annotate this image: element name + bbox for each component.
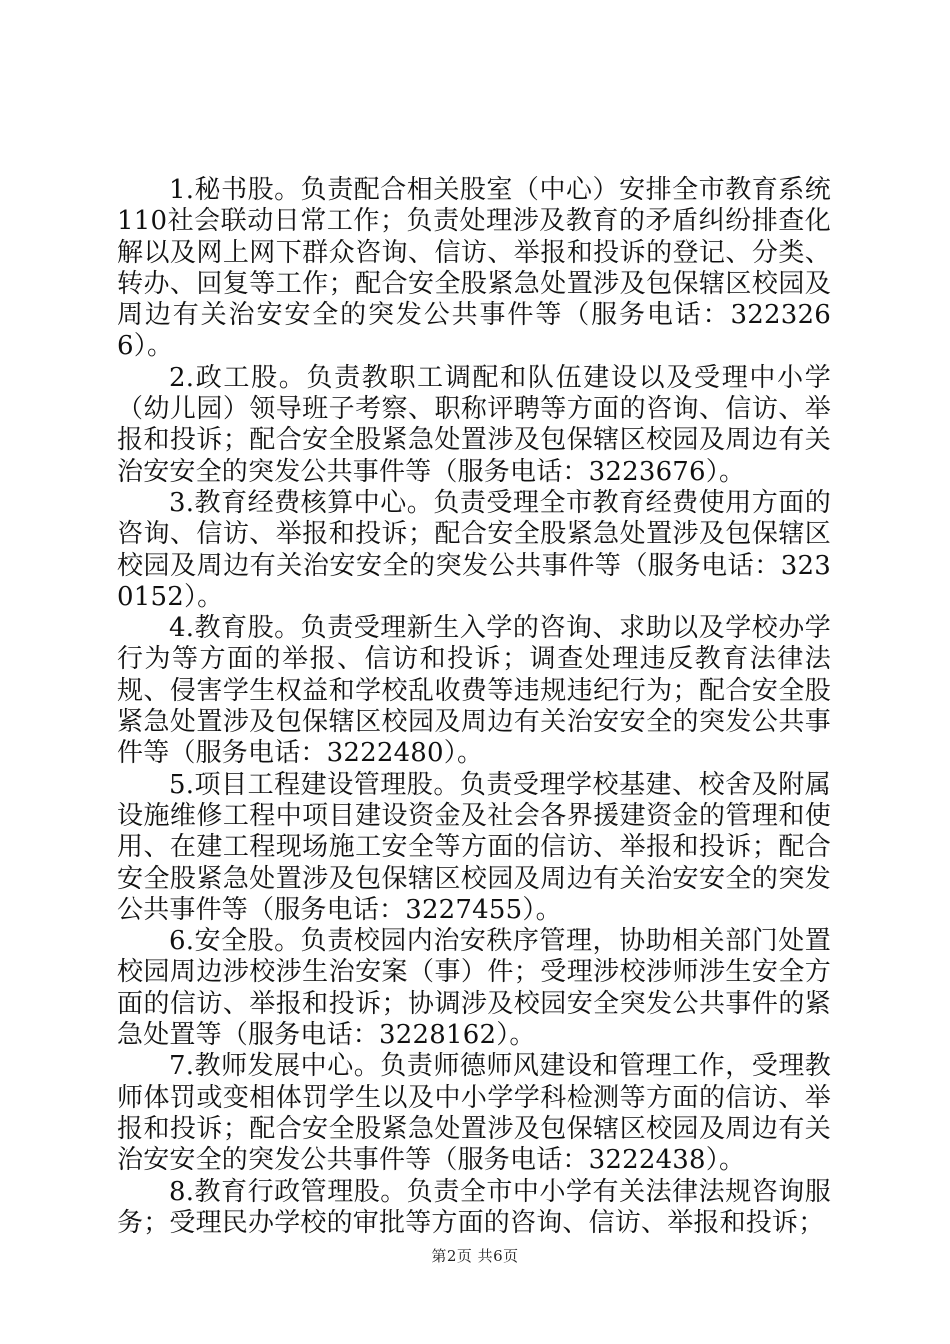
paragraph-safety-section: 6.安全股。负责校园内治安秩序管理，协助相关部门处置校园周边涉校涉生治安案（事）件；受理涉校涉师涉生安全方面的信访、举报和投诉；协调涉及校园安全突发公共事件的紧急处置等（服务电话：3228162）。 [117, 926, 831, 1051]
paragraph-secretary-section: 1.秘书股。负责配合相关股室（中心）安排全市教育系统110社会联动日常工作；负责处理涉及教育的矛盾纠纷排查化解以及网上网下群众咨询、信访、举报和投诉的登记、分类、转办、回复等工作；配合安全股紧急处置涉及包保辖区校园及周边有关治安安全的突发公共事件等（服务电话：3223266）。 [117, 175, 831, 362]
page-footer: 第2页 共6页 [431, 1247, 519, 1265]
paragraph-political-section: 2.政工股。负责教职工调配和队伍建设以及受理中小学（幼儿园）领导班子考察、职称评聘等方面的咨询、信访、举报和投诉；配合安全股紧急处置涉及包保辖区校园及周边有关治安安全的突发公共事件等（服务电话：3223676）。 [117, 362, 831, 487]
paragraph-admin-section: 8.教育行政管理股。负责全市中小学有关法律法规咨询服务；受理民办学校的审批等方面的咨询、信访、举报和投诉； [117, 1176, 831, 1238]
document-body [117, 175, 831, 1239]
paragraph-education-section: 4.教育股。负责受理新生入学的咨询、求助以及学校办学行为等方面的举报、信访和投诉；调查处理违反教育法律法规、侵害学生权益和学校乱收费等违规违纪行为；配合安全股紧急处置涉及包保辖区校园及周边有关治安安全的突发公共事件等（服务电话：3222480）。 [117, 613, 831, 769]
paragraph-project-section: 5.项目工程建设管理股。负责受理学校基建、校舍及附属设施维修工程中项目建设资金及社会各界援建资金的管理和使用、在建工程现场施工安全等方面的信访、举报和投诉；配合安全股紧急处置涉及包保辖区校园及周边有关治安安全的突发公共事件等（服务电话：3227455）。 [117, 769, 831, 925]
paragraph-teacher-center: 7.教师发展中心。负责师德师风建设和管理工作，受理教师体罚或变相体罚学生以及中小学学科检测等方面的信访、举报和投诉；配合安全股紧急处置涉及包保辖区校园及周边有关治安安全的突发公共事件等（服务电话：3222438）。 [117, 1051, 831, 1176]
paragraph-funding-center: 3.教育经费核算中心。负责受理全市教育经费使用方面的咨询、信访、举报和投诉；配合安全股紧急处置涉及包保辖区校园及周边有关治安安全的突发公共事件等（服务电话：3230152）。 [117, 487, 831, 612]
